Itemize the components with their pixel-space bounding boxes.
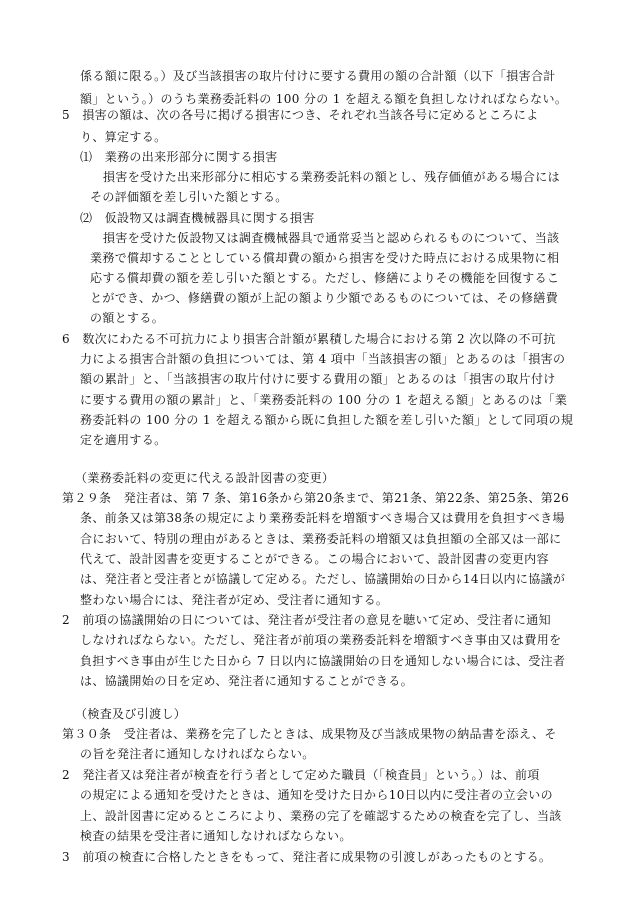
text-line: 定を適用する。 [80,433,167,447]
text-line: 合において、特別の理由があるときは、業務委託料の増額又は負担額の全部又は一部に [80,532,562,546]
section-caption: （検査及び引渡し） [75,707,187,721]
paragraph-6-text: 6 数次にわたる不可抗力により損害合計額が累積した場合における第 2 次以降の不可抗 [62,332,556,346]
paragraph-5-text: 5 損害の額は、次の各号に掲げる損害につき、それぞれ当該各号に定めるところによ [62,108,539,122]
text-line: の規定による通知を受けたときは、通知を受けた日から10日以内に受注者の立会いの [80,788,553,802]
text-line: とができ、かつ、修繕費の額が上記の額より少額であるものについては、その修繕費 [90,291,559,305]
text-line: の旨を発注者に通知しなければならない。 [80,747,315,761]
text-line: 務委託料の 100 分の 1 を超える額から既に負担した額を差し引いた額」として同項の規 [80,413,574,427]
text-line: 損害を受けた出来形部分に相応する業務委託料の額とし、残存価値がある場合には [103,170,560,184]
text-line: り、算定する。 [80,130,167,144]
paragraph-2-text: 2 発注者又は発注者が検査を行う者として定めた職員（「検査員」という。）は、前項 [62,768,540,782]
text-line: 応する償却費の額を差し引いた額とする。ただし、修繕によりその機能を回復するこ [90,271,560,285]
item-2-heading: ⑵ 仮設物又は調査機械器具に関する損害 [80,211,315,225]
text-line: その評価額を差し引いた額とする。 [90,190,288,204]
section-caption: （業務委託料の変更に代える設計図書の変更） [75,471,335,485]
text-line: 力による損害合計額の負担については、第 4 項中「当該損害の額」とあるのは「損害の [80,352,566,366]
text-line: に要する費用の額の累計」と、「業務委託料の 100 分の 1 を超える額」とあるのは「業 [80,393,568,407]
text-line: 業務で償却することとしている償却費の額から損害を受けた時点における成果物に相 [90,251,560,265]
paragraph-3-text: 3 前項の検査に合格したときをもって、発注者に成果物の引渡しがあったものとする。 [62,850,552,864]
text-line: 係る額に限る。）及び当該損害の取片付けに要する費用の額の合計額（以下「損害合計 [80,69,556,83]
text-line: 上、設計図書に定めるところにより、業務の完了を確認するための検査を完了し、当該 [80,809,562,823]
item-1-heading: ⑴ 業務の出来形部分に関する損害 [80,150,278,164]
article-30-text: 第３０条 受注者は、業務を完了したときは、成果物及び当該成果物の納品書を添え、そ [62,727,557,741]
article-29-text: 第２９条 発注者は、第 7 条、第16条から第20条まで、第21条、第22条、第25条、第26 [62,491,570,505]
text-line: 額」という。）のうち業務委託料の 100 分の 1 を超える額を負担しなければならない。 [80,92,568,106]
text-line: 条、前条又は第38条の規定により業務委託料を増額すべき場合又は費用を負担すべき場 [80,511,565,525]
text-line: しなければならない。ただし、発注者が前項の業務委託料を増額すべき事由又は費用を [80,633,562,647]
text-line: 整わない場合には、発注者が定め、受注者に通知する。 [80,593,389,607]
text-line: 額の累計」と、「当該損害の取片付けに要する費用の額」とあるのは「損害の取片付け [80,372,556,386]
text-line: 負担すべき事由が生じた日から 7 日以内に協議開始の日を通知しない場合には、受注者 [80,654,566,668]
text-line: 検査の結果を受注者に通知しなければならない。 [80,829,352,843]
text-line: 代えて、設計図書を変更することができる。この場合において、設計図書の変更内容 [80,552,549,566]
paragraph-2-text: 2 前項の協議開始の日については、発注者が受注者の意見を聴いて定め、受注者に通知 [62,613,551,627]
text-line: は、協議開始の日を定め、発注者に通知することができる。 [80,674,413,688]
text-line: は、発注者と受注者とが協議して定める。ただし、協議開始の日から14日以内に協議が [80,572,566,586]
text-line: の額とする。 [90,311,165,325]
text-line: 損害を受けた仮設物又は調査機械器具で通常妥当と認められるものについて、当該 [103,231,560,245]
